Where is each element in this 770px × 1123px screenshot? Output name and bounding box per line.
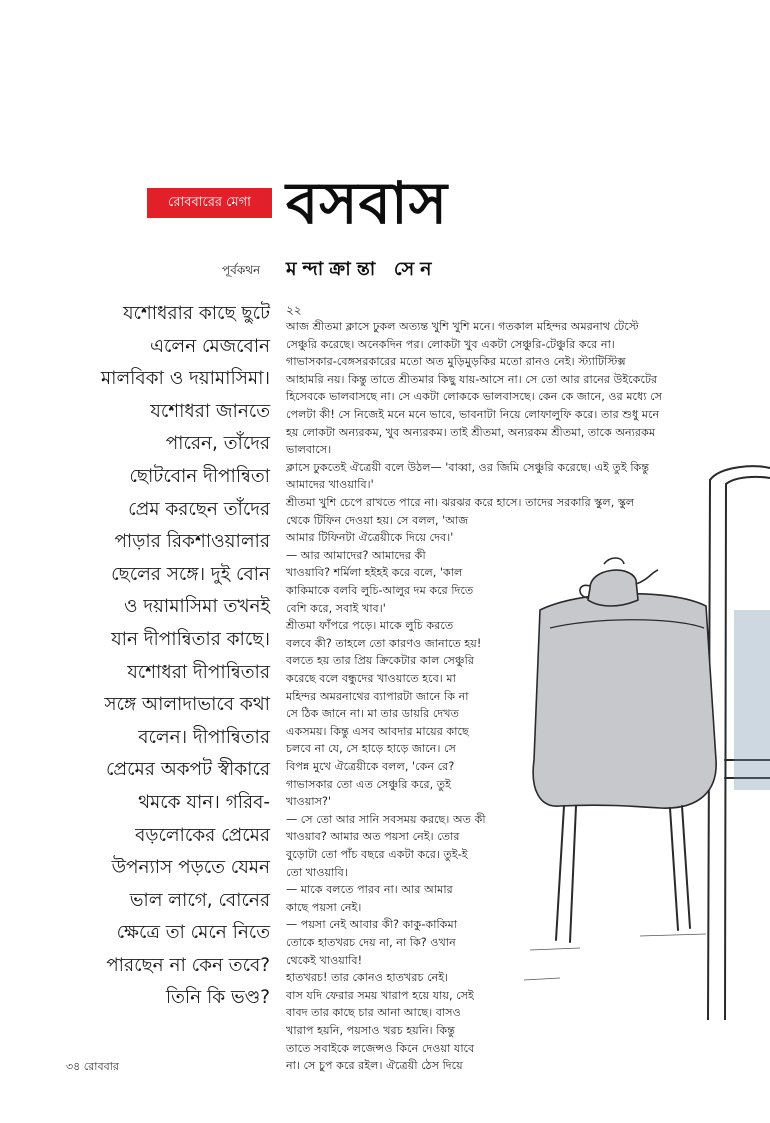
story-line: বলবে কী? তাহলে তো কারণও জানাতে হয়! bbox=[286, 636, 482, 650]
story-line: ভালবাসে। bbox=[286, 443, 332, 457]
author-name: মন্দাক্রান্তা সেন bbox=[286, 258, 438, 280]
synopsis-line: বড়লোকের প্রেমের bbox=[135, 824, 270, 846]
synopsis-line: বলেন। দীপান্বিতার bbox=[138, 726, 270, 748]
story-line: খাওয়াস?' bbox=[286, 795, 332, 809]
story-line: বিপন্ন মুখে ঐত্রেয়ীকে বলল, 'কেন রে? bbox=[286, 760, 455, 773]
story-line: হয় লোকটা অন্যরকম, খুব অন্যরকম। তাই শ্রীতমা, অন্যরকম শ্রীতমা, তাকে অন্যরকম bbox=[286, 425, 656, 439]
story-line: — মাকে বলতে পারব না। আর আমার bbox=[286, 883, 453, 897]
chapter-number: ২২ bbox=[286, 303, 302, 317]
story-line: বলতে হয় তার প্রিয় ক্রিকেটার কাল সেঞ্চুরি bbox=[286, 654, 475, 668]
page-folio: ৩৪ রোববার bbox=[66, 1060, 119, 1073]
story-line: বাস যদি ফেরার সময় খারাপ হয়ে যায়, সেই bbox=[286, 988, 474, 1002]
story-line: শ্রীতমা খুশি চেপে রাখতে পারে না। ঝরঝর করে হাসে। তাদের সরকারি স্কুল, স্কুল bbox=[286, 496, 635, 509]
synopsis-line: পারছেন না কেন তবে? bbox=[106, 954, 270, 976]
synopsis-line: মালবিকা ও দয়ামাসিমা। bbox=[100, 368, 270, 390]
story-line: খারাপ হয়নি, পয়সাও খরচ হয়নি। কিন্তু bbox=[286, 1024, 455, 1037]
story-line: তাতে সবাইকে লজেন্সও কিনে দেওয়া যাবে bbox=[286, 1041, 475, 1055]
story-line: চলবে না যে, সে হাড়ে হাড়ে জানে। সে bbox=[286, 742, 456, 756]
synopsis-line: তিনি কি ভণ্ড? bbox=[165, 987, 270, 1009]
story-line: আমাদের খাওয়াবি।' bbox=[286, 478, 374, 492]
table-chair-illustration bbox=[520, 460, 770, 1020]
story-line: করেছে বলে বন্ধুদের খাওয়াতে হবে। মা bbox=[286, 672, 456, 685]
story-line: মহিন্দর অমরনাথের ব্যাপারটা জানে কি না bbox=[286, 689, 469, 703]
story-line: হাতখরচ! তার কোনও হাতখরচ নেই। bbox=[286, 971, 449, 985]
story-line: বেশি করে, সবাই খাব।' bbox=[286, 601, 386, 615]
synopsis-line: উপন্যাস পড়তে যেমন bbox=[111, 857, 270, 879]
story-line: — পয়সা নেই আবার কী? কাকু-কাকিমা bbox=[286, 918, 457, 932]
synopsis-line: সঙ্গে আলাদাভাবে কথা bbox=[104, 694, 270, 716]
story-line: বাবদ তার কাছে চার আনা আছে। বাসও bbox=[286, 1006, 461, 1020]
synopsis-line: ছেলের সঙ্গে। দুই বোন bbox=[111, 563, 270, 585]
story-line: পেলটা কী! সে নিজেই মনে মনে ভাবে, ভাবনাটা নিয়ে লোফালুফি করে। তার শুধু মনে bbox=[286, 408, 660, 421]
synopsis-line: ও দয়ামাসিমা তখনই bbox=[124, 596, 270, 618]
story-title: বসবাস bbox=[286, 169, 449, 237]
story-line: ক্লাসে ঢুকতেই ঐত্রেয়ী বলে উঠল— 'বাব্বা, ওর জিমি সেঞ্চুরি করেছে। এই তুই কিন্তু bbox=[286, 460, 650, 474]
section-kicker: রোববারের মেগা bbox=[147, 188, 272, 218]
story-line: কাকিমাকে বলবি লুচি-আলুর দম করে দিতে bbox=[286, 584, 474, 597]
story-line: গাভাসকার তো এত সেঞ্চুরি করে, তুই bbox=[286, 777, 451, 791]
story-line: আজ শ্রীতমা ক্লাসে ঢুকল অত্যন্ত খুশি খুশি মনে। গতকাল মহিন্দর অমরনাথ টেস্টে bbox=[286, 320, 639, 333]
synopsis-line: এলেন মেজবোন bbox=[150, 335, 270, 357]
story-line: কাছে পয়সা নেই। bbox=[286, 900, 362, 914]
story-line: থেকে টিফিন দেওয়া হয়। সে বলল, 'আজ bbox=[286, 513, 469, 527]
synopsis-column bbox=[66, 298, 270, 1015]
recap-label: পূর্বকথন bbox=[222, 263, 261, 277]
story-line: আহামরি নয়। কিন্তু তাতে শ্রীতমার কিছু যায়-আসে না। সে তো আর রানের উইকেটের bbox=[286, 372, 658, 386]
story-line: বুড়োটা তো পাঁচ বছরে একটা করে। তুই-ই bbox=[286, 848, 468, 861]
story-line: — সে তো আর সানি সবসময় করছে। অত কী bbox=[286, 812, 486, 826]
synopsis-line: প্রেমের অকপট স্বীকারে bbox=[105, 759, 270, 781]
story-line: একসময়। কিন্তু এসব আবদার মায়ের কাছে bbox=[286, 724, 469, 738]
synopsis-line: পাড়ার রিকশাওয়ালার bbox=[114, 531, 270, 553]
story-line: খাওয়াবি? শর্মিলা হইহই করে বলে, 'কাল bbox=[286, 566, 463, 580]
story-line: থেকেই খাওয়াবি! bbox=[286, 953, 363, 967]
story-line: খাওয়াব? আমার অত পয়সা নেই। তোর bbox=[286, 830, 460, 844]
synopsis-line: পারেন, তাঁদের bbox=[165, 433, 270, 455]
story-line: সে ঠিক জানে না। মা তার ডায়রি দেখত bbox=[286, 707, 460, 721]
story-line: আমার টিফিনটা ঐত্রেয়ীকে দিয়ে দেব।' bbox=[286, 531, 454, 545]
synopsis-line: যশোধরা জানতে bbox=[150, 400, 270, 422]
synopsis-line: ক্ষেত্রে তা মেনে নিতে bbox=[116, 922, 270, 944]
story-line: না। সে চুপ করে রইল। ঐত্রেয়ী ঠেস দিয়ে bbox=[286, 1059, 463, 1073]
synopsis-line: যান দীপান্বিতার কাছে। bbox=[111, 628, 270, 650]
story-line: শ্রীতমা ফাঁপরে পড়ে। মাকে লুচি করতে bbox=[286, 619, 454, 633]
synopsis-line: যশোধরা দীপান্বিতার bbox=[127, 661, 270, 683]
synopsis-line: থমকে যান। গরিব- bbox=[138, 791, 270, 813]
synopsis-line: প্রেম করছেন তাঁদের bbox=[128, 498, 270, 520]
story-line: তোকে হাতখরচ দেয় না, না কি? ওখান bbox=[286, 936, 456, 949]
story-line: সেঞ্চুরি করেছে। অনেকদিন পর। লোকটা খুব একটা সেঞ্চুরি-টেঞ্চুরি করে না। bbox=[286, 337, 615, 351]
story-line: তো খাওয়াবি। bbox=[286, 865, 348, 879]
synopsis-line: যশোধরার কাছে ছুটে bbox=[122, 303, 270, 324]
story-line: — আর আমাদের? আমাদের কী bbox=[286, 548, 426, 562]
synopsis-line: ছোটবোন দীপান্বিতা bbox=[129, 465, 270, 487]
story-line: হিসেবকে ভালবাসছে না। সে একটা লোককে ভালবাসছে। কেন কে জানে, ওর মধ্যে সে bbox=[286, 390, 663, 404]
synopsis-line: ভাল লাগে, বোনের bbox=[129, 889, 270, 911]
story-line: গাভাসকার-বেঙ্গসরকারের মতো অত মুড়িমুড়কির মতো রানও নেই। স্ট্যাটিস্টিক্স bbox=[286, 355, 626, 369]
